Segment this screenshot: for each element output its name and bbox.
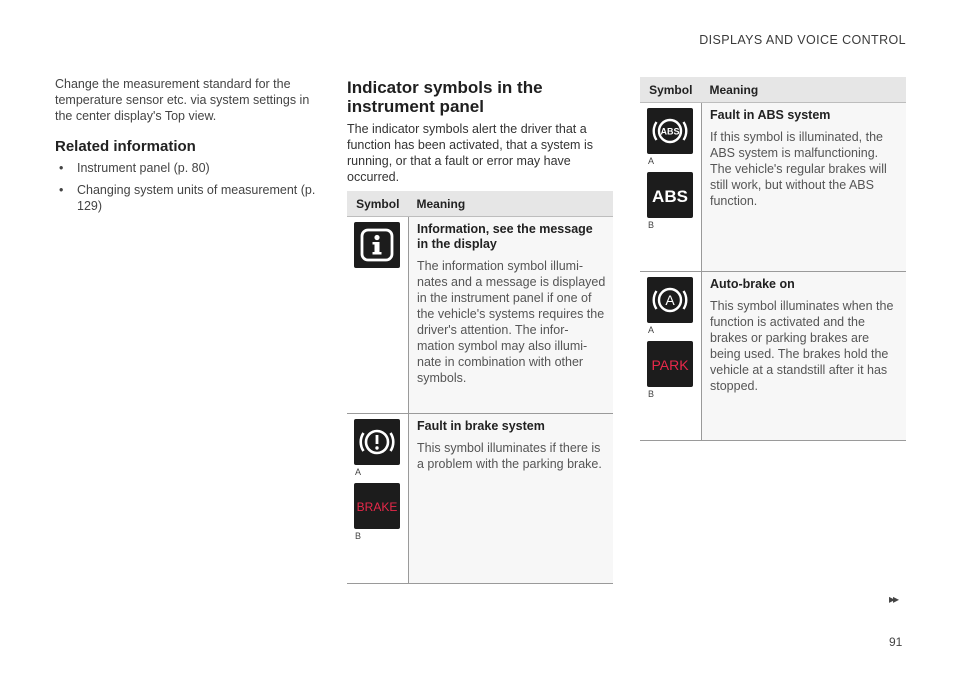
variant-label-a: A — [648, 156, 655, 166]
meaning-text: The information symbol illumi-nates and a message is displayed in the instrument panel if one of the vehicle's systems requires the driver's attention. The infor-mation symbol may also illumi-nate in combination with other symbols. — [417, 259, 606, 385]
table-row — [640, 272, 906, 441]
meaning-title: Auto-brake on — [710, 277, 795, 291]
indicator-table-2 — [640, 77, 906, 441]
abs-circle-text: ABS — [660, 126, 680, 137]
variant-label-a: A — [355, 467, 362, 477]
meaning-text: This symbol illuminates when the function is activated and the brakes or parking brakes are being used. The brakes hold the vehicle at a standstill after it has stopped. — [710, 299, 894, 393]
meaning-text: If this symbol is illuminated, the ABS system is malfunctioning. The vehicle's regular brakes will still work, but without the ABS function. — [710, 130, 887, 208]
auto-brake-text: A — [665, 292, 675, 308]
indicator-table-1 — [347, 191, 613, 584]
table-row — [347, 414, 613, 584]
meaning-title: Information, see the message in the display — [417, 222, 593, 251]
symbol-cell — [347, 217, 409, 414]
abs-circle-icon — [647, 108, 693, 154]
park-text-icon — [647, 341, 693, 387]
meaning-cell — [409, 414, 614, 584]
abs-text: ABS — [652, 187, 688, 206]
meaning-column-header: Meaning — [702, 77, 907, 103]
middle-column — [347, 78, 613, 584]
left-column — [55, 76, 320, 220]
variant-label-a: A — [648, 325, 655, 335]
meaning-text: This symbol illuminates if there is a problem with the parking brake. — [417, 441, 602, 471]
meaning-cell — [702, 272, 907, 441]
symbol-cell — [347, 414, 409, 584]
meaning-cell — [409, 217, 614, 414]
symbol-cell — [640, 103, 702, 272]
meaning-title: Fault in brake system — [417, 419, 545, 433]
table-header — [347, 191, 613, 217]
park-text: PARK — [651, 357, 689, 373]
brake-text-icon — [354, 483, 400, 529]
variant-label-b: B — [648, 389, 655, 399]
meaning-cell — [702, 103, 907, 272]
variant-label-b: B — [648, 220, 655, 230]
section-title: Indicator symbols in the instrument panel — [347, 78, 543, 116]
page-number: 91 — [889, 635, 903, 649]
symbol-column-header: Symbol — [640, 77, 702, 103]
symbol-column-header: Symbol — [347, 191, 409, 217]
meaning-column-header: Meaning — [409, 191, 614, 217]
related-heading: Related information — [55, 138, 196, 155]
related-list — [55, 160, 320, 214]
table-row — [347, 217, 613, 414]
section-intro: The indicator symbols alert the driver that a function has been activated, that a system is running, or that a fault or error may have occurred. — [347, 122, 593, 184]
next-page-arrows-icon[interactable]: ▸▸ — [889, 592, 898, 606]
brake-text: BRAKE — [356, 500, 398, 514]
information-icon — [354, 222, 400, 268]
table-row — [640, 103, 906, 272]
related-link-units[interactable]: • Changing system units of measurement (p. 129) — [55, 182, 320, 214]
page-header: DISPLAYS AND VOICE CONTROL — [699, 33, 906, 47]
abs-text-icon — [647, 172, 693, 218]
intro-paragraph: Change the measurement standard for the temperature sensor etc. via system settings in the center display's Top view. — [55, 77, 310, 123]
meaning-title: Fault in ABS system — [710, 108, 831, 122]
auto-brake-icon — [647, 277, 693, 323]
related-link-instrument-panel[interactable]: • Instrument panel (p. 80) — [55, 160, 320, 176]
brake-fault-icon — [354, 419, 400, 465]
table-header — [640, 77, 906, 103]
variant-label-b: B — [355, 531, 362, 541]
symbol-cell — [640, 272, 702, 441]
right-column — [640, 77, 906, 441]
